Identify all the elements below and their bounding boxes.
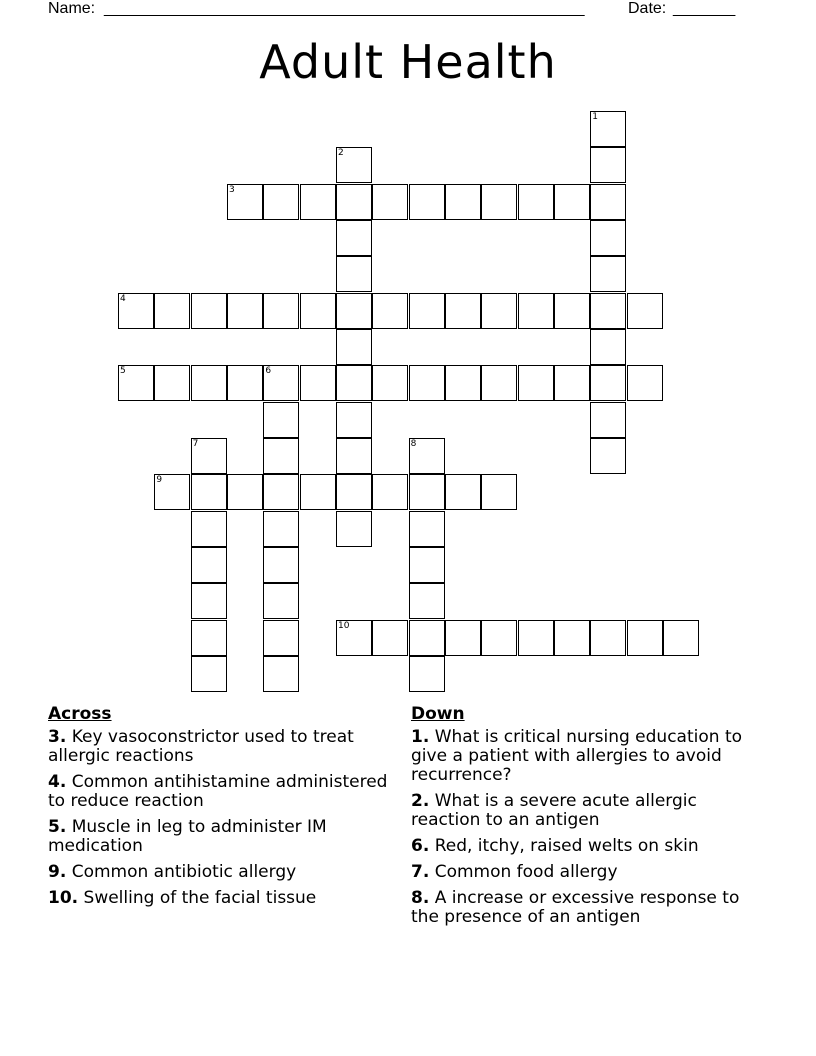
grid-cell[interactable] [409,547,445,583]
grid-cell[interactable] [372,474,408,510]
clue-text: Key vasoconstrictor used to treat allergic reactions [48,727,354,766]
grid-cell[interactable] [263,547,299,583]
grid-cell[interactable] [336,293,372,329]
grid-cell[interactable] [336,511,372,547]
grid-cell[interactable] [445,293,481,329]
clue-text: Swelling of the facial tissue [78,888,317,908]
grid-cell[interactable] [481,293,517,329]
grid-cell[interactable] [518,184,554,220]
grid-cell[interactable] [409,620,445,656]
grid-cell[interactable] [663,620,699,656]
grid-cell[interactable] [445,474,481,510]
across-clue [48,728,388,766]
grid-cell[interactable] [409,365,445,401]
grid-cell[interactable] [154,293,190,329]
down-clue [411,792,751,830]
grid-cell[interactable] [263,620,299,656]
grid-cell[interactable] [445,620,481,656]
grid-cell[interactable] [263,365,299,401]
clue-number: 3 [228,184,235,195]
grid-cell[interactable] [191,547,227,583]
date-field[interactable]: _______ [673,0,736,17]
grid-cell[interactable] [191,583,227,619]
grid-cell[interactable] [372,184,408,220]
grid-cell[interactable] [336,147,372,183]
grid-cell[interactable] [554,365,590,401]
grid-cell[interactable] [590,365,626,401]
clue-number-label: 6. [411,836,430,856]
grid-cell[interactable] [263,583,299,619]
grid-cell[interactable] [263,293,299,329]
grid-cell[interactable] [336,329,372,365]
clue-number-label: 7. [411,862,430,882]
grid-cell[interactable] [409,438,445,474]
grid-cell[interactable] [627,365,663,401]
grid-cell[interactable] [590,329,626,365]
grid-cell[interactable] [191,438,227,474]
date-label: Date: [628,0,667,17]
grid-cell[interactable] [336,220,372,256]
clue-number: 1 [592,112,599,122]
grid-cell[interactable] [445,184,481,220]
grid-cell[interactable] [227,184,263,220]
clue-number: 6 [265,366,272,377]
grid-cell[interactable] [336,474,372,510]
grid-cell[interactable] [336,402,372,438]
grid-cell[interactable] [191,620,227,656]
grid-cell[interactable] [518,365,554,401]
grid-cell[interactable] [191,511,227,547]
grid-cell[interactable] [590,293,626,329]
grid-cell[interactable] [590,438,626,474]
clue-number-label: 2. [411,791,430,811]
grid-cell[interactable] [336,365,372,401]
clue-number-label: 3. [48,727,67,747]
grid-cell[interactable] [481,184,517,220]
clue-number-label: 8. [411,888,430,908]
clue-number: 10 [337,620,350,631]
grid-cell[interactable] [227,293,263,329]
clue-number: 5 [120,366,126,377]
grid-cell[interactable] [409,474,445,510]
grid-cell[interactable] [154,474,190,510]
grid-cell[interactable] [191,293,227,329]
clue-number-label: 1. [411,727,430,747]
grid-cell[interactable] [409,511,445,547]
grid-cell[interactable] [263,438,299,474]
grid-cell[interactable] [590,147,626,183]
across-clue [48,863,388,882]
down-clue [411,837,751,856]
clue-text: A increase or excessive response to the presence of an antigen [411,888,740,927]
grid-cell[interactable] [481,365,517,401]
grid-cell[interactable] [263,184,299,220]
grid-cell[interactable] [590,256,626,292]
down-clue [411,863,751,882]
name-field[interactable]: ______________________________________________________ [104,0,585,17]
clue-text: Muscle in leg to administer IM medication [48,817,327,856]
grid-cell[interactable] [300,474,336,510]
across-clues [48,704,388,915]
grid-cell[interactable] [263,656,299,692]
grid-cell[interactable] [590,220,626,256]
grid-cell[interactable] [590,620,626,656]
down-clue [411,889,751,927]
clue-number: 4 [120,293,126,304]
grid-cell[interactable] [554,620,590,656]
grid-cell[interactable] [191,365,227,401]
grid-cell[interactable] [118,293,154,329]
clue-number-label: 4. [48,772,67,792]
grid-cell[interactable] [481,620,517,656]
grid-cell[interactable] [191,474,227,510]
clue-number-label: 9. [48,862,67,882]
grid-cell[interactable] [481,474,517,510]
down-clue [411,728,751,785]
grid-cell[interactable] [336,256,372,292]
grid-cell[interactable] [409,293,445,329]
grid-cell[interactable] [590,402,626,438]
grid-cell[interactable] [409,184,445,220]
clue-text: Red, itchy, raised welts on skin [429,836,699,856]
clue-text: What is critical nursing education to give a patient with allergies to avoid recurrence? [411,727,743,785]
clue-number-label: 10. [48,888,79,908]
grid-cell[interactable] [627,293,663,329]
grid-cell[interactable] [118,365,154,401]
grid-cell[interactable] [227,365,263,401]
grid-cell[interactable] [445,365,481,401]
clue-text: Common food allergy [429,862,618,882]
grid-cell[interactable] [191,656,227,692]
down-clues [411,704,751,934]
grid-cell[interactable] [336,438,372,474]
grid-cell[interactable] [590,111,626,147]
page-title: Adult Health [259,35,557,89]
across-clue [48,889,388,908]
grid-cell[interactable] [554,293,590,329]
grid-cell[interactable] [409,583,445,619]
grid-cell[interactable] [300,365,336,401]
grid-cell[interactable] [300,184,336,220]
across-heading: Across [48,704,112,724]
grid-cell[interactable] [518,620,554,656]
grid-cell[interactable] [300,293,336,329]
name-label: Name: [48,0,96,17]
grid-cell[interactable] [554,184,590,220]
grid-cell[interactable] [336,620,372,656]
grid-cell[interactable] [590,184,626,220]
grid-cell[interactable] [627,620,663,656]
clue-number: 7 [192,438,199,449]
grid-cell[interactable] [263,474,299,510]
clue-number: 9 [156,475,163,486]
grid-cell[interactable] [518,293,554,329]
grid-cell[interactable] [409,656,445,692]
grid-cell[interactable] [227,474,263,510]
clue-text: Common antihistamine administered to reduce reaction [48,772,388,811]
grid-cell[interactable] [154,365,190,401]
clue-number: 2 [337,148,344,159]
across-clue [48,773,388,811]
grid-cell[interactable] [336,184,372,220]
grid-cell[interactable] [263,402,299,438]
grid-cell[interactable] [372,365,408,401]
clue-text: Common antibiotic allergy [66,862,297,882]
grid-cell[interactable] [372,620,408,656]
down-heading: Down [411,704,465,724]
clue-text: What is a severe acute allergic reaction to an antigen [411,791,697,830]
grid-cell[interactable] [263,511,299,547]
clue-number-label: 5. [48,817,67,837]
clue-number: 8 [410,438,417,449]
across-clue [48,818,388,856]
grid-cell[interactable] [372,293,408,329]
